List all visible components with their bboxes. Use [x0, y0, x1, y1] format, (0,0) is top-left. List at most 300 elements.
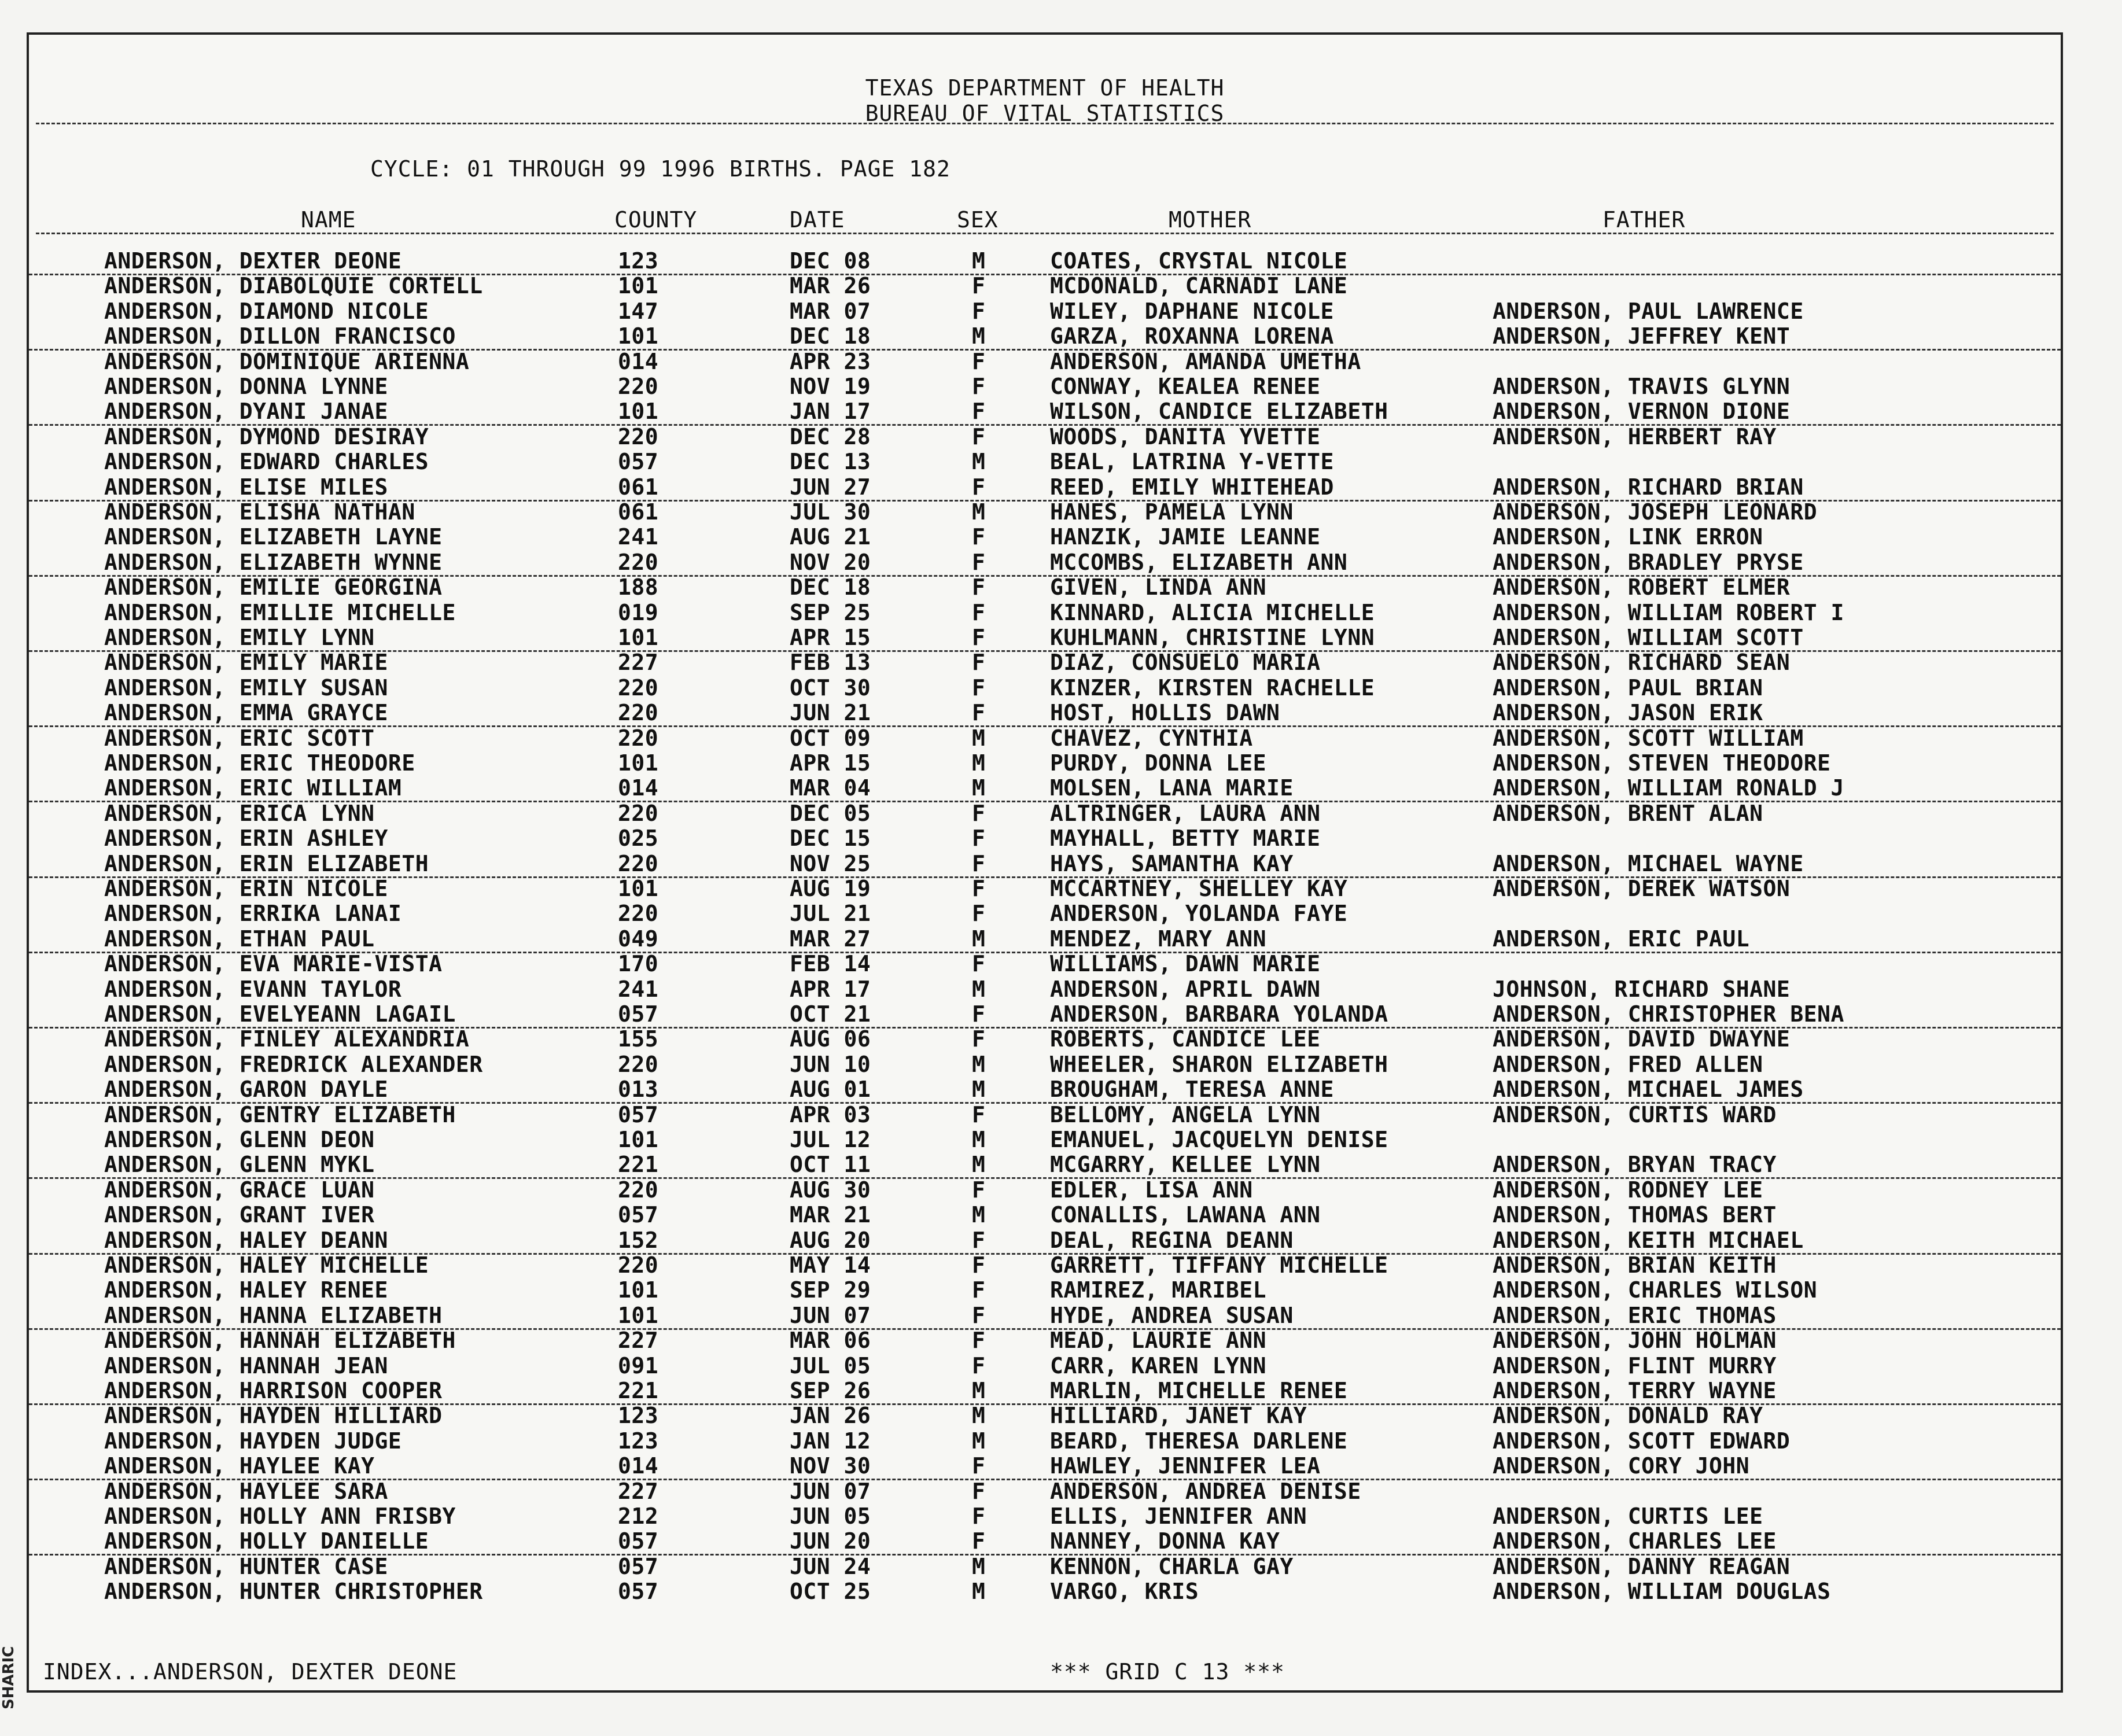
cell-sex: M: [972, 1127, 986, 1152]
cell-date: AUG 19: [790, 876, 871, 901]
cell-mother: WILLIAMS, DAWN MARIE: [1050, 951, 1321, 977]
cell-county: 220: [618, 423, 659, 449]
cell-county: 220: [618, 374, 659, 399]
cell-date: APR 23: [790, 348, 871, 374]
cell-mother: EDLER, LISA ANN: [1050, 1177, 1253, 1203]
cell-date: MAR 21: [790, 1202, 871, 1228]
cell-county: 220: [618, 675, 659, 701]
table-row: [29, 801, 2061, 826]
cell-sex: F: [972, 399, 986, 425]
cell-father: ANDERSON, CHARLES LEE: [1493, 1528, 1777, 1554]
cell-name: ANDERSON, EVA MARIE-VISTA: [104, 951, 443, 977]
table-row: [29, 1504, 2061, 1529]
cell-sex: F: [972, 524, 986, 550]
cell-father: ANDERSON, DAVID DWAYNE: [1493, 1026, 1791, 1052]
table-row: [29, 324, 2061, 351]
cell-sex: M: [972, 499, 986, 525]
cell-name: ANDERSON, DILLON FRANCISCO: [104, 323, 456, 349]
header-department: TEXAS DEPARTMENT OF HEALTH: [865, 75, 1225, 101]
cell-mother: ANDERSON, AMANDA UMETHA: [1050, 348, 1361, 374]
cell-sex: F: [972, 901, 986, 927]
cell-father: ANDERSON, PAUL LAWRENCE: [1493, 298, 1804, 324]
cell-sex: M: [972, 775, 986, 801]
cell-name: ANDERSON, ERIC THEODORE: [104, 750, 415, 776]
cell-father: ANDERSON, HERBERT RAY: [1493, 423, 1777, 449]
table-row: [29, 1253, 2061, 1278]
cell-mother: EMANUEL, JACQUELYN DENISE: [1050, 1127, 1388, 1152]
cell-sex: F: [972, 675, 986, 701]
cell-name: ANDERSON, ERICA LYNN: [104, 800, 375, 826]
cell-county: 057: [618, 1101, 659, 1127]
cell-sex: F: [972, 374, 986, 399]
cell-name: ANDERSON, EMILY SUSAN: [104, 675, 388, 701]
cell-name: ANDERSON, ELISE MILES: [104, 474, 388, 500]
cell-name: ANDERSON, EMILLIE MICHELLE: [104, 599, 456, 625]
cell-mother: MAYHALL, BETTY MARIE: [1050, 825, 1321, 852]
cell-date: NOV 30: [790, 1453, 871, 1479]
table-row: [29, 1077, 2061, 1104]
cell-name: ANDERSON, HALEY MICHELLE: [104, 1252, 429, 1278]
cell-mother: WHEELER, SHARON ELIZABETH: [1050, 1051, 1388, 1077]
table-row: [29, 1152, 2061, 1179]
cell-sex: F: [972, 1328, 986, 1354]
table-row: [29, 776, 2061, 802]
cell-date: JUN 21: [790, 700, 871, 726]
cell-mother: DIAZ, CONSUELO MARIA: [1050, 650, 1321, 676]
cell-county: 101: [618, 1127, 659, 1152]
header-cycle: CYCLE: 01 THROUGH 99 1996 BIRTHS. PAGE 182: [370, 156, 951, 182]
table-row: [29, 600, 2061, 625]
cell-father: JOHNSON, RICHARD SHANE: [1493, 976, 1791, 1002]
cell-sex: F: [972, 1503, 986, 1529]
cell-name: ANDERSON, ELIZABETH WYNNE: [104, 549, 443, 575]
side-stamp: SHARIC: [0, 1646, 17, 1709]
cell-date: FEB 14: [790, 951, 871, 977]
cell-date: JAN 17: [790, 399, 871, 425]
cell-sex: F: [972, 625, 986, 650]
cell-sex: M: [972, 449, 986, 475]
table-row: [29, 399, 2061, 426]
cell-mother: HYDE, ANDREA SUSAN: [1050, 1302, 1294, 1328]
cell-mother: HOST, HOLLIS DAWN: [1050, 700, 1280, 726]
cell-county: 101: [618, 1302, 659, 1328]
cell-date: SEP 25: [790, 599, 871, 625]
cell-county: 220: [618, 725, 659, 751]
cell-county: 227: [618, 1478, 659, 1504]
footer-index: INDEX...ANDERSON, DEXTER DEONE: [43, 1659, 458, 1685]
table-row: [29, 701, 2061, 727]
cell-father: ANDERSON, RICHARD BRIAN: [1493, 474, 1804, 500]
cell-name: ANDERSON, EMILY LYNN: [104, 625, 375, 650]
cell-date: AUG 30: [790, 1177, 871, 1203]
cell-mother: WILEY, DAPHANE NICOLE: [1050, 298, 1334, 324]
cell-county: 220: [618, 549, 659, 575]
cell-father: ANDERSON, WILLIAM RONALD J: [1493, 775, 1844, 801]
cell-sex: F: [972, 474, 986, 500]
cell-date: NOV 25: [790, 850, 871, 876]
cell-county: 152: [618, 1227, 659, 1253]
cell-name: ANDERSON, DYANI JANAE: [104, 399, 388, 425]
cell-county: 091: [618, 1352, 659, 1379]
cell-name: ANDERSON, FREDRICK ALEXANDER: [104, 1051, 483, 1077]
cell-name: ANDERSON, EMILY MARIE: [104, 650, 388, 676]
cell-date: JAN 26: [790, 1403, 871, 1429]
table-row: [29, 449, 2061, 474]
cell-sex: F: [972, 800, 986, 826]
table-row: [29, 1228, 2061, 1255]
cell-name: ANDERSON, DIAMOND NICOLE: [104, 298, 429, 324]
cell-sex: F: [972, 1177, 986, 1203]
cell-county: 241: [618, 524, 659, 550]
cell-county: 220: [618, 901, 659, 927]
cell-father: ANDERSON, TERRY WAYNE: [1493, 1378, 1777, 1403]
cell-date: NOV 19: [790, 374, 871, 399]
cell-sex: M: [972, 248, 986, 274]
cell-date: AUG 21: [790, 524, 871, 550]
cell-mother: DEAL, REGINA DEANN: [1050, 1227, 1294, 1253]
cell-date: APR 15: [790, 750, 871, 776]
cell-date: APR 17: [790, 976, 871, 1002]
cell-father: ANDERSON, JOHN HOLMAN: [1493, 1328, 1777, 1354]
cell-date: JUL 12: [790, 1127, 871, 1152]
cell-county: 221: [618, 1152, 659, 1178]
cell-sex: F: [972, 650, 986, 676]
cell-father: ANDERSON, RODNEY LEE: [1493, 1177, 1763, 1203]
cell-county: 220: [618, 850, 659, 876]
cell-county: 014: [618, 348, 659, 374]
cell-father: ANDERSON, TRAVIS GLYNN: [1493, 374, 1791, 399]
cell-father: ANDERSON, CURTIS LEE: [1493, 1503, 1763, 1529]
cell-date: APR 03: [790, 1101, 871, 1127]
cell-date: JUN 10: [790, 1051, 871, 1077]
cell-sex: F: [972, 1001, 986, 1027]
cell-name: ANDERSON, DOMINIQUE ARIENNA: [104, 348, 470, 374]
cell-name: ANDERSON, HARRISON COOPER: [104, 1378, 443, 1403]
cell-date: MAR 07: [790, 298, 871, 324]
cell-sex: F: [972, 1352, 986, 1379]
cell-county: 101: [618, 1277, 659, 1303]
cell-date: JUN 24: [790, 1553, 871, 1579]
cell-county: 220: [618, 700, 659, 726]
cell-sex: F: [972, 423, 986, 449]
cell-mother: REED, EMILY WHITEHEAD: [1050, 474, 1334, 500]
table-row: [29, 1052, 2061, 1077]
table-row: [29, 1002, 2061, 1029]
cell-sex: M: [972, 1202, 986, 1228]
cell-sex: F: [972, 1302, 986, 1328]
cell-county: 019: [618, 599, 659, 625]
cell-date: JUN 27: [790, 474, 871, 500]
cell-date: DEC 15: [790, 825, 871, 852]
cell-name: ANDERSON, FINLEY ALEXANDRIA: [104, 1026, 470, 1052]
cell-date: OCT 21: [790, 1001, 871, 1027]
cell-mother: GARZA, ROXANNA LORENA: [1050, 323, 1334, 349]
cell-name: ANDERSON, HALEY DEANN: [104, 1227, 388, 1253]
cell-father: ANDERSON, BRADLEY PRYSE: [1493, 549, 1804, 575]
cell-sex: M: [972, 926, 986, 952]
cell-father: ANDERSON, FRED ALLEN: [1493, 1051, 1763, 1077]
cell-county: 101: [618, 625, 659, 650]
cell-mother: KINZER, KIRSTEN RACHELLE: [1050, 675, 1375, 701]
cell-mother: KENNON, CHARLA GAY: [1050, 1553, 1294, 1579]
cell-mother: BEARD, THERESA DARLENE: [1050, 1428, 1348, 1454]
cell-sex: F: [972, 599, 986, 625]
cell-name: ANDERSON, DIABOLQUIE CORTELL: [104, 273, 483, 299]
cell-name: ANDERSON, ERIC WILLIAM: [104, 775, 402, 801]
cell-date: JUL 30: [790, 499, 871, 525]
table-row: [29, 726, 2061, 751]
cell-father: ANDERSON, DONALD RAY: [1493, 1403, 1763, 1429]
column-header-father: FATHER: [1602, 207, 1686, 233]
cell-father: ANDERSON, CHARLES WILSON: [1493, 1277, 1818, 1303]
cell-date: MAR 04: [790, 775, 871, 801]
table-row: [29, 1354, 2061, 1379]
cell-date: SEP 26: [790, 1378, 871, 1403]
cell-date: DEC 13: [790, 449, 871, 475]
cell-county: 057: [618, 1553, 659, 1579]
cell-mother: HAWLEY, JENNIFER LEA: [1050, 1453, 1321, 1479]
cell-county: 061: [618, 474, 659, 500]
cell-date: OCT 11: [790, 1152, 871, 1178]
cell-sex: M: [972, 976, 986, 1002]
cell-mother: MCCOMBS, ELIZABETH ANN: [1050, 549, 1348, 575]
cell-county: 057: [618, 1202, 659, 1228]
cell-county: 220: [618, 1051, 659, 1077]
cell-sex: F: [972, 1101, 986, 1127]
cell-name: ANDERSON, EVELYEANN LAGAIL: [104, 1001, 456, 1027]
cell-county: 014: [618, 1453, 659, 1479]
cell-father: ANDERSON, WILLIAM DOUGLAS: [1493, 1579, 1831, 1605]
cell-mother: CONWAY, KEALEA RENEE: [1050, 374, 1321, 399]
column-header-name: NAME: [301, 207, 356, 233]
cell-sex: F: [972, 348, 986, 374]
table-row: [29, 852, 2061, 878]
cell-mother: KINNARD, ALICIA MICHELLE: [1050, 599, 1375, 625]
table-row: [29, 299, 2061, 324]
cell-date: SEP 29: [790, 1277, 871, 1303]
table-row: [29, 1027, 2061, 1052]
cell-mother: WOODS, DANITA YVETTE: [1050, 423, 1321, 449]
table-row: [29, 575, 2061, 600]
column-header-sex: SEX: [957, 207, 999, 233]
table-row: [29, 1178, 2061, 1203]
cell-county: 101: [618, 273, 659, 299]
cell-name: ANDERSON, HOLLY ANN FRISBY: [104, 1503, 456, 1529]
cell-county: 013: [618, 1077, 659, 1103]
table-row: [29, 952, 2061, 976]
cell-mother: CHAVEZ, CYNTHIA: [1050, 725, 1253, 751]
cell-mother: MEAD, LAURIE ANN: [1050, 1328, 1267, 1354]
cell-mother: ANDERSON, APRIL DAWN: [1050, 976, 1321, 1002]
cell-county: 227: [618, 650, 659, 676]
cell-sex: F: [972, 1227, 986, 1253]
cell-county: 188: [618, 574, 659, 600]
cell-county: 212: [618, 1503, 659, 1529]
cell-sex: F: [972, 850, 986, 876]
table-row: [29, 1303, 2061, 1330]
cell-date: JUN 20: [790, 1528, 871, 1554]
cell-county: 123: [618, 248, 659, 274]
table-row: [29, 1379, 2061, 1405]
footer-grid: *** GRID C 13 ***: [1050, 1659, 1285, 1685]
cell-mother: PURDY, DONNA LEE: [1050, 750, 1267, 776]
cell-county: 025: [618, 825, 659, 852]
cell-mother: ANDERSON, BARBARA YOLANDA: [1050, 1001, 1388, 1027]
cell-name: ANDERSON, GARON DAYLE: [104, 1077, 388, 1103]
cell-mother: NANNEY, DONNA KAY: [1050, 1528, 1280, 1554]
cell-father: ANDERSON, MICHAEL JAMES: [1493, 1077, 1804, 1103]
cell-father: ANDERSON, JASON ERIK: [1493, 700, 1763, 726]
cell-name: ANDERSON, HAYLEE SARA: [104, 1478, 388, 1504]
cell-sex: F: [972, 951, 986, 977]
table-row: [29, 550, 2061, 577]
cell-date: JUN 05: [790, 1503, 871, 1529]
cell-sex: M: [972, 323, 986, 349]
cell-date: MAR 27: [790, 926, 871, 952]
cell-name: ANDERSON, HAYLEE KAY: [104, 1453, 375, 1479]
cell-mother: COATES, CRYSTAL NICOLE: [1050, 248, 1348, 274]
header-bureau: BUREAU OF VITAL STATISTICS: [865, 101, 1225, 126]
table-row: [29, 901, 2061, 926]
cell-sex: M: [972, 1403, 986, 1429]
cell-father: ANDERSON, DANNY REAGAN: [1493, 1553, 1791, 1579]
cell-father: ANDERSON, LINK ERRON: [1493, 524, 1763, 550]
cell-sex: M: [972, 750, 986, 776]
cell-date: MAY 14: [790, 1252, 871, 1278]
table-row: [29, 876, 2061, 901]
cell-mother: GARRETT, TIFFANY MICHELLE: [1050, 1252, 1388, 1278]
cell-father: ANDERSON, VERNON DIONE: [1493, 399, 1791, 425]
cell-name: ANDERSON, GLENN DEON: [104, 1127, 375, 1152]
table-row: [29, 625, 2061, 652]
cell-name: ANDERSON, EMMA GRAYCE: [104, 700, 388, 726]
cell-mother: ELLIS, JENNIFER ANN: [1050, 1503, 1307, 1529]
cell-mother: BROUGHAM, TERESA ANNE: [1050, 1077, 1334, 1103]
cell-father: ANDERSON, DEREK WATSON: [1493, 876, 1791, 901]
cell-mother: HAYS, SAMANTHA KAY: [1050, 850, 1294, 876]
cell-county: 057: [618, 1528, 659, 1554]
cell-county: 220: [618, 1177, 659, 1203]
cell-sex: F: [972, 298, 986, 324]
cell-county: 241: [618, 976, 659, 1002]
cell-county: 220: [618, 800, 659, 826]
cell-county: 220: [618, 1252, 659, 1278]
cell-sex: F: [972, 1252, 986, 1278]
cell-sex: M: [972, 1152, 986, 1178]
column-header-county: COUNTY: [614, 207, 698, 233]
cell-name: ANDERSON, ELIZABETH LAYNE: [104, 524, 443, 550]
cell-name: ANDERSON, EMILIE GEORGINA: [104, 574, 443, 600]
cell-father: ANDERSON, MICHAEL WAYNE: [1493, 850, 1804, 876]
cell-father: ANDERSON, BRENT ALAN: [1493, 800, 1763, 826]
cell-mother: CONALLIS, LAWANA ANN: [1050, 1202, 1321, 1228]
cell-date: DEC 28: [790, 423, 871, 449]
cell-name: ANDERSON, HANNAH JEAN: [104, 1352, 388, 1379]
header-divider-top: [36, 123, 2054, 124]
cell-father: ANDERSON, ROBERT ELMER: [1493, 574, 1791, 600]
cell-county: 221: [618, 1378, 659, 1403]
table-row: [29, 676, 2061, 701]
cell-father: ANDERSON, FLINT MURRY: [1493, 1352, 1777, 1379]
cell-father: ANDERSON, KEITH MICHAEL: [1493, 1227, 1804, 1253]
cell-mother: HANES, PAMELA LYNN: [1050, 499, 1294, 525]
cell-date: DEC 05: [790, 800, 871, 826]
table-row: [29, 1203, 2061, 1228]
table-row: [29, 475, 2061, 502]
cell-sex: F: [972, 700, 986, 726]
table-row: [29, 1328, 2061, 1353]
cell-county: 101: [618, 876, 659, 901]
cell-mother: MENDEZ, MARY ANN: [1050, 926, 1267, 952]
cell-sex: F: [972, 1277, 986, 1303]
cell-sex: F: [972, 1528, 986, 1554]
cell-county: 101: [618, 323, 659, 349]
cell-mother: HILLIARD, JANET KAY: [1050, 1403, 1307, 1429]
column-header-date: DATE: [790, 207, 845, 233]
table-row: [29, 1479, 2061, 1504]
cell-date: NOV 20: [790, 549, 871, 575]
cell-date: DEC 18: [790, 323, 871, 349]
cell-father: ANDERSON, WILLIAM ROBERT I: [1493, 599, 1844, 625]
column-header-divider: [36, 233, 2054, 234]
cell-mother: BELLOMY, ANGELA LYNN: [1050, 1101, 1321, 1127]
cell-county: 101: [618, 750, 659, 776]
table-row: [29, 1529, 2061, 1556]
cell-date: APR 15: [790, 625, 871, 650]
cell-sex: F: [972, 876, 986, 901]
cell-name: ANDERSON, GENTRY ELIZABETH: [104, 1101, 456, 1127]
cell-father: ANDERSON, THOMAS BERT: [1493, 1202, 1777, 1228]
cell-sex: M: [972, 1428, 986, 1454]
cell-mother: ANDERSON, ANDREA DENISE: [1050, 1478, 1361, 1504]
table-row: [29, 1429, 2061, 1454]
cell-name: ANDERSON, HAYDEN HILLIARD: [104, 1403, 443, 1429]
cell-date: JUN 07: [790, 1302, 871, 1328]
cell-sex: M: [972, 1579, 986, 1605]
cell-name: ANDERSON, EDWARD CHARLES: [104, 449, 429, 475]
cell-name: ANDERSON, DEXTER DEONE: [104, 248, 402, 274]
cell-mother: HANZIK, JAMIE LEANNE: [1050, 524, 1321, 550]
cell-father: ANDERSON, BRIAN KEITH: [1493, 1252, 1777, 1278]
cell-father: ANDERSON, PAUL BRIAN: [1493, 675, 1763, 701]
cell-mother: MCCARTNEY, SHELLEY KAY: [1050, 876, 1348, 901]
cell-sex: F: [972, 273, 986, 299]
cell-name: ANDERSON, ELISHA NATHAN: [104, 499, 415, 525]
cell-mother: KUHLMANN, CHRISTINE LYNN: [1050, 625, 1375, 650]
cell-name: ANDERSON, HANNA ELIZABETH: [104, 1302, 443, 1328]
cell-date: AUG 01: [790, 1077, 871, 1103]
table-row: [29, 500, 2061, 525]
cell-county: 057: [618, 1579, 659, 1605]
cell-date: DEC 08: [790, 248, 871, 274]
cell-county: 061: [618, 499, 659, 525]
cell-sex: M: [972, 1378, 986, 1403]
table-row: [29, 1127, 2061, 1152]
cell-father: ANDERSON, SCOTT WILLIAM: [1493, 725, 1804, 751]
cell-father: ANDERSON, JEFFREY KENT: [1493, 323, 1791, 349]
cell-mother: VARGO, KRIS: [1050, 1579, 1199, 1605]
cell-father: ANDERSON, JOSEPH LEONARD: [1493, 499, 1818, 525]
cell-father: ANDERSON, RICHARD SEAN: [1493, 650, 1791, 676]
cell-sex: F: [972, 549, 986, 575]
cell-sex: M: [972, 1553, 986, 1579]
record-sheet: [27, 32, 2063, 1693]
table-row: [29, 274, 2061, 298]
table-row: [29, 1103, 2061, 1127]
cell-name: ANDERSON, HANNAH ELIZABETH: [104, 1328, 456, 1354]
cell-father: ANDERSON, ERIC PAUL: [1493, 926, 1750, 952]
cell-father: ANDERSON, SCOTT EDWARD: [1493, 1428, 1791, 1454]
